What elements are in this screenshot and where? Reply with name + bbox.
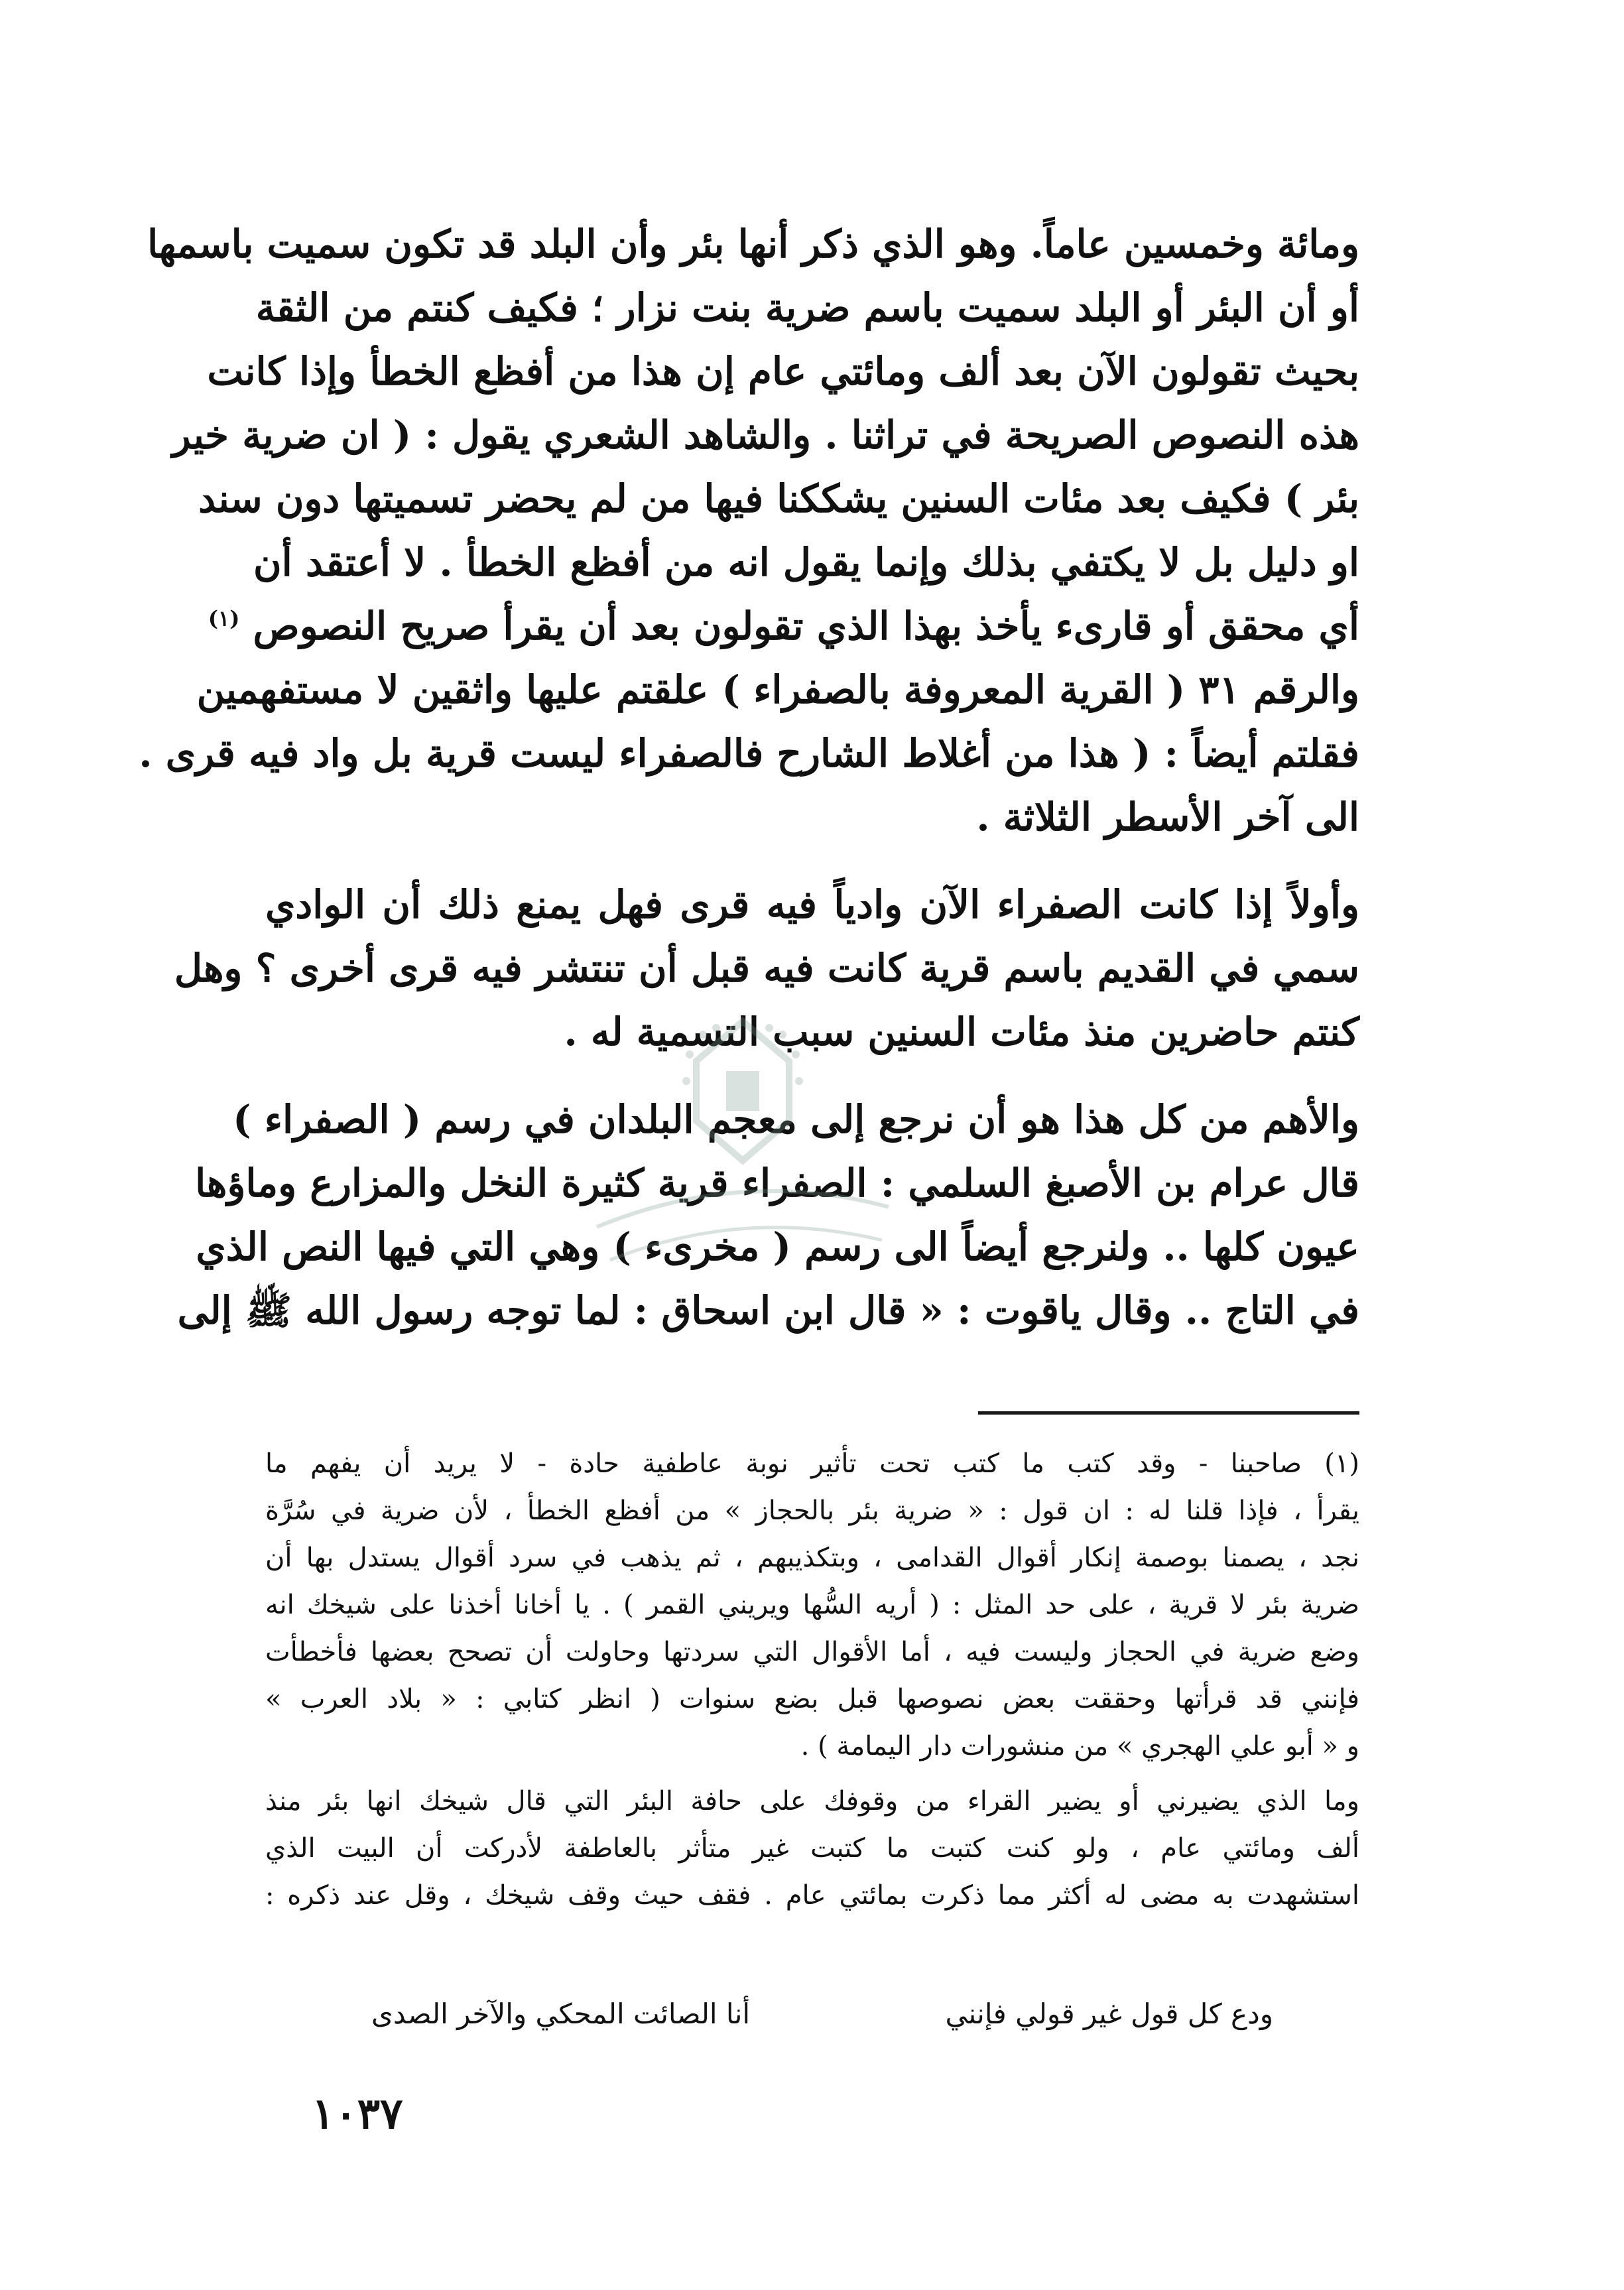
main-line: قال عرام بن الأصبغ السلمي : الصفراء قرية كثيرة النخل والمزارع وماؤها <box>195 1161 1359 1206</box>
main-line: او دليل بل لا يكتفي بذلك وإنما يقول انه من أفظع الخطأ . لا أعتقد أن <box>253 540 1359 585</box>
main-line: سمي في القديم باسم قرية كانت فيه قبل أن تنتشر فيه قرى أخرى ؟ وهل <box>174 946 1359 991</box>
footnote-line: و « أبو علي الهجري » من منشورات دار اليمامة ) . <box>800 1731 1359 1761</box>
main-line: أو أن البئر أو البلد سميت باسم ضرية بنت نزار ؛ فكيف كنتم من الثقة <box>255 285 1359 330</box>
main-line: هذه النصوص الصريحة في تراثنا . والشاهد الشعري يقول : ( ان ضرية خير <box>172 413 1359 458</box>
footnote-line: استشهدت به مضى له أكثر مما ذكرت بمائتي عام . فقف حيث وقف شيخك ، وقل عند ذكره : <box>265 1880 1359 1911</box>
footnote-line: وما الذي يضيرني أو يضير القراء من وقوفك على حافة البئر التي قال شيخك انها بئر منذ <box>265 1786 1359 1816</box>
main-line: كنتم حاضرين منذ مئات السنين سبب التسمية له . <box>564 1009 1359 1054</box>
main-line: عيون كلها .. ولنرجع أيضاً الى رسم ( مخرىء ) وهي التي فيها النص الذي <box>196 1224 1359 1269</box>
page-number: ١٠٣٧ <box>312 2089 403 2139</box>
main-line: الى آخر الأسطر الثلاثة . <box>976 795 1359 840</box>
footnote-line: وضع ضرية في الحجاز وليست فيه ، أما الأقوال التي سردتها وحاولت أن تصحح بعضها فأخطأت <box>265 1637 1359 1667</box>
poetry-verse <box>371 1991 1273 2037</box>
footnote-line: ألف ومائتي عام ، ولو كنت كتبت ما كتبت غير متأثر بالعاطفة لأدركت أن البيت الذي <box>265 1833 1359 1864</box>
main-line: فقلتم أيضاً : ( هذا من أغلاط الشارح فالصفراء ليست قرية بل واد فيه قرى . <box>139 731 1359 776</box>
main-line: في التاج .. وقال ياقوت : « قال ابن اسحاق : لما توجه رسول الله ﷺ إلى <box>177 1288 1359 1333</box>
verse-right-hemistich: ودع كل قول غير قولي فإنني <box>945 1998 1273 2030</box>
main-line-text: أي محقق أو قارىء يأخذ بهذا الذي تقولون بعد أن يقرأ صريح النصوص <box>253 604 1359 649</box>
footnote-line: يقرأ ، فإذا قلنا له : ان قول : « ضرية بئر بالحجاز » من أفظع الخطأ ، لأن ضرية في سُرَّة <box>265 1495 1359 1526</box>
footnotes-block <box>265 1440 1359 1919</box>
main-line: وأولاً إذا كانت الصفراء الآن وادياً فيه قرى فهل يمنع ذلك أن الوادي <box>265 882 1359 927</box>
main-line: ومائة وخمسين عاماً. وهو الذي ذكر أنها بئر وأن البلد قد تكون سميت باسمها <box>147 222 1359 267</box>
footnote-marker: (١) <box>208 605 240 631</box>
footnote-line: نجد ، يصمنا بوصمة إنكار أقوال القدامى ، وبتكذيبهم ، ثم يذهب في سرد أقوال يستدل بها أن <box>265 1543 1359 1573</box>
main-line: والأهم من كل هذا هو أن نرجع إلى معجم البلدان في رسم ( الصفراء ) <box>233 1097 1359 1142</box>
main-text-block <box>139 212 1359 1342</box>
footnote-line: فإنني قد قرأتها وحققت بعض نصوصها قبل بضع سنوات ( انظر كتابي : « بلاد العرب » <box>265 1684 1359 1714</box>
footnote-separator <box>978 1411 1359 1415</box>
main-line: بئر ) فكيف بعد مئات السنين يشككنا فيها من لم يحضر تسميتها دون سند <box>198 476 1359 521</box>
verse-left-hemistich: أنا الصائت المحكي والآخر الصدى <box>371 1998 751 2030</box>
main-line: والرقم ٣١ ( القرية المعروفة بالصفراء ) علقتم عليها واثقين لا مستفهمين <box>196 667 1359 712</box>
main-line-with-footnote <box>208 594 1359 658</box>
footnote-line: ضرية بئر لا قرية ، على حد المثل : ( أريه السُّها ويريني القمر ) . يا أخانا أخذنا على شيخك انه <box>265 1590 1359 1620</box>
footnote-line: (١) صاحبنا - وقد كتب ما كتب تحت تأثير نوبة عاطفية حادة - لا يريد أن يفهم ما <box>265 1448 1359 1479</box>
main-line: بحيث تقولون الآن بعد ألف ومائتي عام إن هذا من أفظع الخطأ وإذا كانت <box>207 349 1359 394</box>
